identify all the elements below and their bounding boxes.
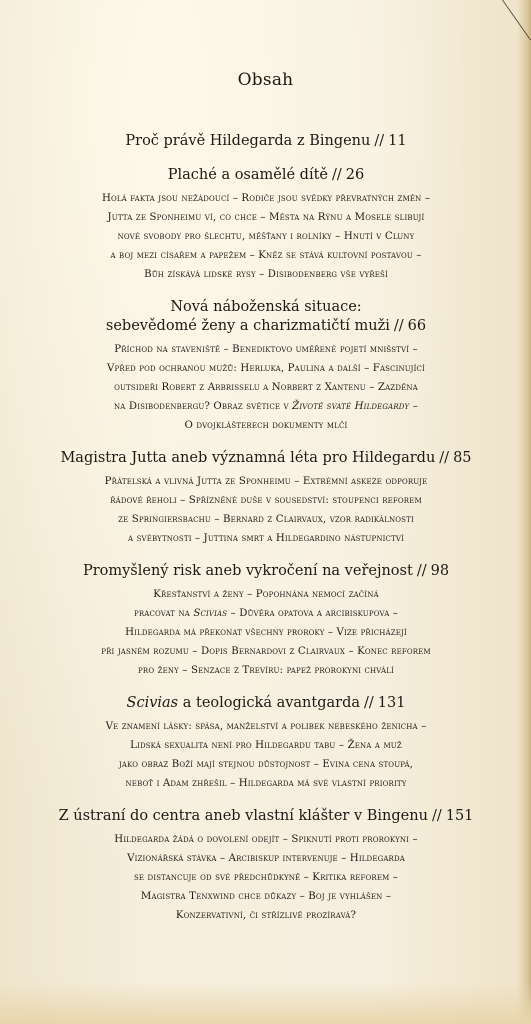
summary-line: Ve znamení lásky: spása, manželství a polibek nebeského ženicha –: [105, 721, 427, 732]
toc-entry: [48, 166, 484, 284]
chapter-summary: [48, 585, 484, 680]
summary-line: při jasném rozumu – Dopis Bernardovi z Clairvaux – Konec reforem: [101, 646, 431, 657]
toc-entry: [48, 562, 484, 680]
chapter-heading: [48, 562, 484, 581]
summary-text: pracovat na: [133, 608, 190, 619]
page-title: Obsah: [237, 70, 294, 90]
summary-text: na Disibodenbergu? Obraz světice v: [114, 401, 289, 412]
chapter-title: Promyšlený risk aneb vykročení na veřejnost: [82, 563, 413, 579]
chapter-summary: [48, 717, 484, 793]
chapter-title-line1: Nová náboženská situace:: [170, 299, 362, 315]
summary-line: Lidská sexualita není pro Hildegardu tabu – Žena a muž: [130, 740, 402, 751]
summary-line: O dvojklášterech dokumenty mlčí: [184, 420, 348, 431]
separator: //: [374, 133, 385, 149]
chapter-page: 85: [453, 450, 472, 466]
summary-line: outsideři Robert z Arbrisselu a Norbert z Xantenu – Zazděna: [114, 382, 418, 393]
chapter-title: Z ústraní do centra aneb vlastní klášter v Bingenu: [58, 808, 428, 824]
summary-line: jako obraz Boží mají stejnou důstojnost – Evina cena stoupá,: [118, 759, 414, 770]
toc-entry: [48, 132, 484, 151]
summary-text: – Důvěra opatova a arcibiskupova –: [227, 608, 399, 619]
summary-line: se distancuje od své předchůdkyně – Kritika reforem –: [133, 872, 399, 883]
chapter-heading: [48, 807, 484, 826]
chapter-heading: [48, 298, 484, 336]
summary-line: Holá fakta jsou nežádoucí – Rodiče jsou svědky převratných změn –: [101, 193, 431, 204]
summary-line: Jutta ze Sponheimu ví, co chce – Města na Rýnu a Mosele slibují: [107, 212, 425, 223]
summary-line: Bůh získává lidské rysy – Disibodenberg vše vyřeší: [144, 269, 388, 280]
chapter-heading: [48, 449, 484, 468]
toc-entry: [48, 807, 484, 925]
summary-line: Konzervativní, či střízlivě prozíravá?: [175, 910, 357, 921]
summary-line: řádové řeholi – Spřízněné duše v sousedství: stoupenci reforem: [110, 495, 422, 506]
summary-line: Hildegarda má překonat všechny proroky – Vize přicházejí: [125, 627, 407, 638]
chapter-page: 131: [377, 695, 406, 711]
toc-entry: [48, 694, 484, 793]
chapter-summary: [48, 830, 484, 925]
chapter-title-italic: Scivias: [126, 695, 179, 711]
chapter-title: a teologická avantgarda: [178, 695, 361, 711]
separator: //: [439, 450, 450, 466]
chapter-title: Proč právě Hildegarda z Bingenu: [125, 133, 371, 149]
separator: //: [393, 318, 404, 334]
separator: //: [416, 563, 427, 579]
summary-line: Vpřed pod ochranou mužů: Herluka, Paulina a další – Fascinující: [107, 363, 425, 374]
summary-line: a svébytnosti – Juttina smrt a Hildegardino nástupnictví: [128, 533, 404, 544]
summary-line: nové svobody pro šlechtu, měšťany i rolníky – Hnutí v Cluny: [117, 231, 415, 242]
chapter-title: Plaché a osamělé dítě: [167, 167, 328, 183]
page-bottom-shadow: [0, 982, 531, 1024]
chapter-summary: [48, 189, 484, 284]
summary-line: Magistra Tenxwind chce důkazy – Boj je vyhlášen –: [140, 891, 392, 902]
italic-title: Scivias: [193, 608, 228, 619]
summary-line: a boj mezi císařem a papežem – Kněz se stává kultovní postavou –: [110, 250, 422, 261]
chapter-title: sebevědomé ženy a charizmatičtí muži: [105, 318, 390, 334]
summary-line: Křesťanství a ženy – Popohnána nemocí začíná: [153, 589, 379, 600]
summary-text: –: [409, 401, 418, 412]
chapter-heading: [48, 132, 484, 151]
chapter-page: 151: [445, 808, 474, 824]
chapter-summary: [48, 472, 484, 548]
chapter-title: Magistra Jutta aneb významná léta pro Hildegardu: [60, 450, 436, 466]
summary-line: neboť i Adam zhřešil – Hildegarda má své vlastní priority: [125, 778, 407, 789]
summary-line: Příchod na staveniště – Benediktovo uměřené pojetí mnišství –: [114, 344, 418, 355]
chapter-summary: [48, 340, 484, 435]
chapter-page: 26: [345, 167, 365, 183]
toc-entry: [48, 298, 484, 435]
summary-line: ze Springiersbachu – Bernard z Clairvaux, vzor radikálnosti: [118, 514, 414, 525]
chapter-heading: [48, 166, 484, 185]
chapter-heading: [48, 694, 484, 713]
summary-line: Přátelská a vlivná Jutta ze Sponheimu – Extrémní askeze odporuje: [104, 476, 428, 487]
chapter-page: 11: [388, 133, 407, 149]
separator: //: [364, 695, 374, 711]
table-of-contents: [48, 132, 484, 925]
summary-line: [48, 397, 484, 416]
separator: //: [431, 808, 442, 824]
chapter-page: 66: [407, 318, 427, 334]
page-edge-shadow: [517, 0, 531, 1024]
separator: //: [332, 167, 342, 183]
toc-entry: [48, 449, 484, 548]
summary-line: Hildegarda žádá o dovolení odejít – Spiknutí proti prorokyni –: [114, 834, 418, 845]
summary-line: pro ženy – Senzace z Trevíru: papež prorokyni chválí: [138, 665, 394, 676]
italic-title: Životě svaté Hildegardy: [292, 401, 410, 412]
summary-line: [48, 604, 484, 623]
summary-line: Vizionářská stávka – Arcibiskup intervenuje – Hildegarda: [127, 853, 405, 864]
chapter-page: 98: [430, 563, 450, 579]
